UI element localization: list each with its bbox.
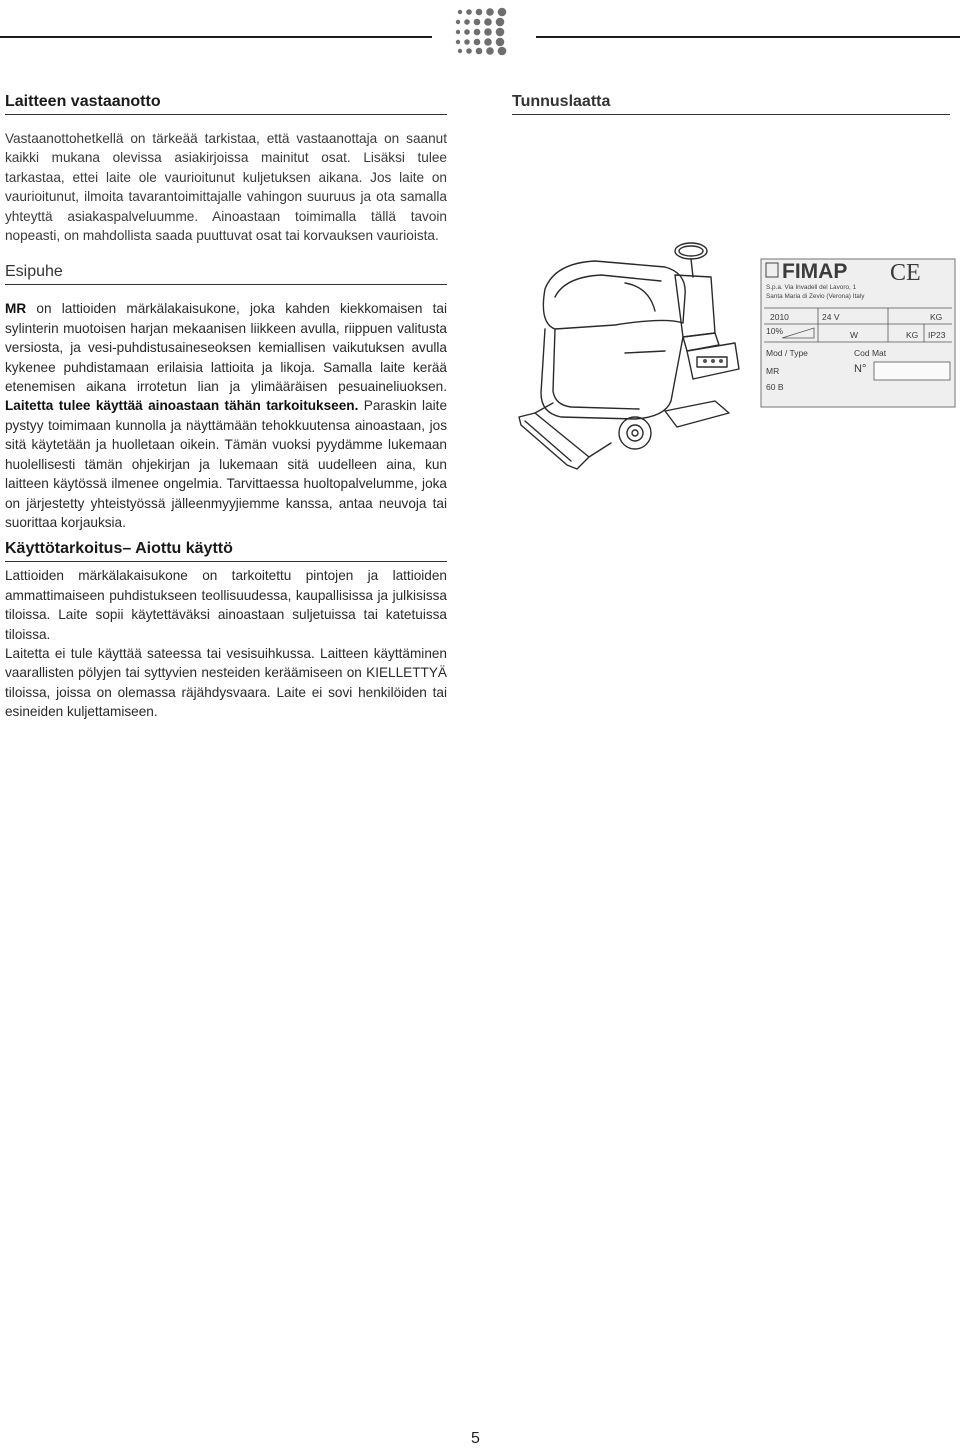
- plate-mod-label: Mod / Type: [766, 348, 808, 358]
- reception-paragraph: Vastaanottohetkellä on tärkeää tarkistaa, että vastaanottaja on saanut kaikki mukana olevissa asiakirjoissa mainitut osat. Lisäksi tulee tarkastaa, ettei laite ole vaurioitunut kuljetuksen aikana. Jos laite on vaurioitunut, ilmoita tavarantoimittajalle vahingon suuruus ja ota samalla yhteyttä asiakaspalveluumme. Ainoastaan toimimalla tällä tavoin nopeasti, on mahdollista saada puuttuvat osat tai korvauksen vaurioista.: [5, 131, 447, 244]
- scrubber-machine-illustration: [515, 233, 747, 473]
- section-title-reception: Laitteen vastaanotto: [5, 93, 447, 115]
- header-rule-right: [536, 36, 960, 38]
- preface-text-a: on lattioiden märkälakaisukone, joka kahden kiekkomaisen tai sylinterin muotoisen harjan mekaanisen liikkeen avulla, riippuen valitusta versiosta, ja vesi-puhdistusaineseoksen kemiallisen vaikutuksen avulla kykenee puhdistamaan erilaisia lattioita ja likoja. Samalla laite kerää etenemisen aikana irrotetun lian ja ylimääräisen pesuaineliuoksen.: [5, 301, 447, 395]
- plate-weight-2: KG: [906, 330, 919, 340]
- plate-ip: IP23: [928, 330, 946, 340]
- plate-cod-label: Cod Mat: [854, 348, 887, 358]
- plate-weight-1: KG: [930, 312, 943, 322]
- plate-address: Santa Maria di Zevio (Verona) Italy: [766, 293, 865, 300]
- preface-paragraph: [5, 299, 447, 532]
- preface-text-b: Paraskin laite pystyy toimimaan kunnolla ja näyttämään tehokkuutensa ainoastaan, jos sitä käytetään ja huolletaan oikein. Tämän vuoksi pyydämme lukemaan huolellisesti tämän ohjekirjan ja lukemaan sitä uudelleen aina, kun laitteen käytössä ilmenee ongelmia. Tarvittaessa huoltopalvelumme, joka on järjestetty yhteistyössä jälleenmyyjiemme kanssa, antaa neuvoja tai suorittaa korjauksia.: [5, 398, 447, 530]
- model-name: MR: [5, 301, 27, 317]
- plate-company: S.p.a. Via Invadell del Lavoro, 1: [766, 284, 857, 291]
- section-title-nameplate: Tunnuslaatta: [512, 93, 950, 115]
- header-rule-left: [0, 36, 432, 38]
- intended-use-paragraph-1: Lattioiden märkälakaisukone on tarkoitettu pintojen ja lattioiden ammattimaiseen puhdistukseen teollisuudessa, kaupallisissa ja julkisissa tiloissa. Laite sopii käytettäväksi ainoastaan suljetuissa tai katetuissa tiloissa.: [5, 568, 447, 642]
- plate-voltage: 24 V: [822, 312, 840, 322]
- left-column: [5, 93, 447, 722]
- plate-watt: W: [850, 330, 859, 340]
- nameplate-illustration: [760, 258, 956, 408]
- plate-serial-label: N°: [854, 363, 867, 375]
- plate-brand: FIMAP: [782, 260, 848, 283]
- section-title-preface: Esipuhe: [5, 263, 447, 285]
- plate-variant: 60 B: [766, 382, 784, 392]
- dot-grid-logo: [452, 6, 514, 56]
- preface-bold-notice: Laitetta tulee käyttää ainoastaan tähän tarkoitukseen.: [5, 398, 359, 414]
- intended-use-paragraph-2: Laitetta ei tule käyttää sateessa tai vesisuihkussa. Laitteen käyttäminen vaarallisten pölyjen tai syttyvien nesteiden keräämiseen on KIELLETTYÄ tiloissa, joissa on olemassa räjähdysvaara. Laite ei sovi henkilöiden tai esineiden kuljettamiseen.: [5, 645, 447, 720]
- page-number: 5: [471, 1430, 480, 1447]
- plate-percent: 10%: [766, 326, 784, 336]
- section-title-intended-use: Käyttötarkoitus– Aiottu käyttö: [5, 540, 447, 562]
- plate-year: 2010: [770, 312, 789, 322]
- plate-mod-value: MR: [766, 366, 780, 376]
- right-column: [512, 93, 950, 115]
- plate-ce-mark: CE: [890, 260, 921, 286]
